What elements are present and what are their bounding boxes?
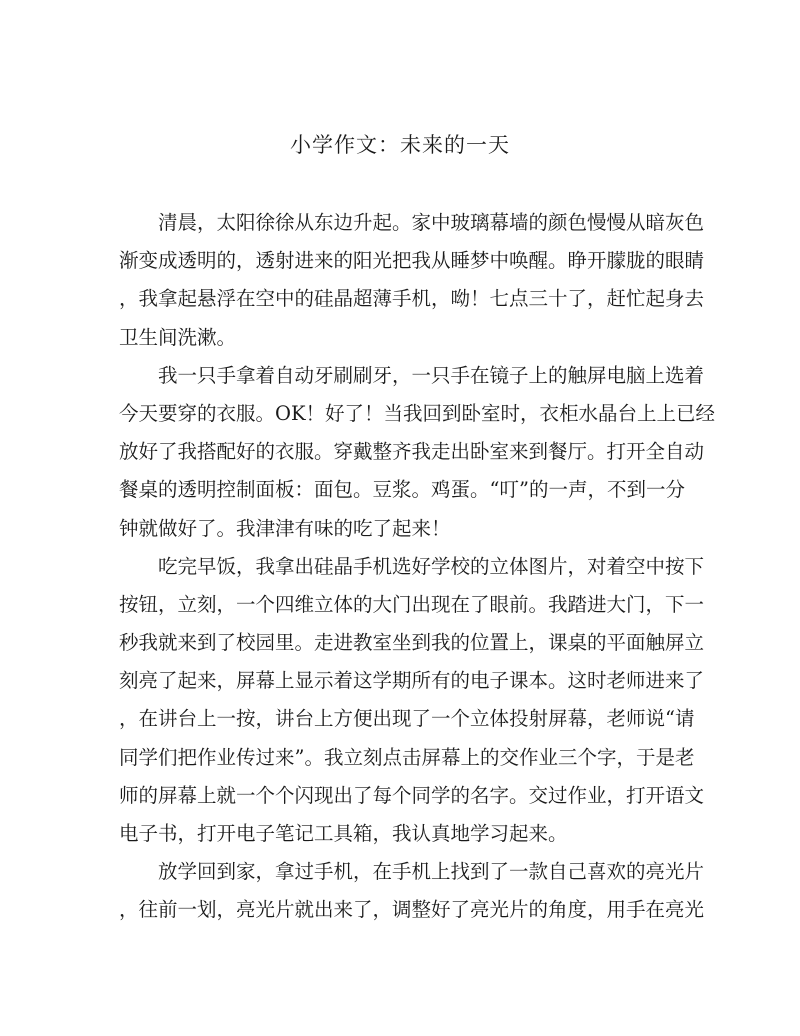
text-line: 秒我就来到了校园里。走进教室坐到我的位置上，课桌的平面触屏立 bbox=[119, 631, 705, 655]
text-line: 渐变成透明的，透射进来的阳光把我从睡梦中唤醒。睁开朦胧的眼睛 bbox=[119, 249, 705, 273]
text-line: 电子书，打开电子笔记工具箱，我认真地学习起来。 bbox=[119, 822, 568, 845]
text-line: ，在讲台上一按，讲台上方便出现了一个立体投射屏幕，老师说“请 bbox=[119, 707, 695, 731]
paragraph-3 bbox=[119, 548, 705, 854]
paragraph-4 bbox=[119, 853, 705, 929]
text-line: 钟就做好了。我津津有味的吃了起来！ bbox=[119, 516, 451, 540]
text-line: 我一只手拿着自动牙刷刷牙，一只手在镜子上的触屏电脑上选着 bbox=[119, 363, 705, 387]
text-line: 放学回到家，拿过手机，在手机上找到了一款自己喜欢的亮光片 bbox=[119, 860, 705, 884]
text-line: 刻亮了起来，屏幕上显示着这学期所有的电子课本。这时老师进来了 bbox=[119, 669, 705, 693]
text-line: 清晨，太阳徐徐从东边升起。家中玻璃幕墙的颜色慢慢从暗灰色 bbox=[119, 211, 705, 234]
text-line: ，往前一划，亮光片就出来了，调整好了亮光片的角度，用手在亮光 bbox=[119, 898, 705, 922]
text-line: 吃完早饭，我拿出硅晶手机选好学校的立体图片，对着空中按下 bbox=[119, 554, 705, 578]
text-line: 同学们把作业传过来”。我立刻点击屏幕上的交作业三个字，于是老 bbox=[119, 745, 695, 769]
text-line: ，我拿起悬浮在空中的硅晶超薄手机，呦！七点三十了，赶忙起身去 bbox=[119, 287, 705, 311]
paragraph-2 bbox=[119, 357, 716, 548]
text-line: 今天要穿的衣服。OK！好了！当我回到卧室时，衣柜水晶台上上已经 bbox=[119, 401, 716, 425]
text-line: 师的屏幕上就一个个闪现出了每个同学的名字。交过作业，打开语文 bbox=[119, 783, 705, 807]
document-body bbox=[119, 204, 716, 930]
document-title: 小学作文：未来的一天 bbox=[290, 133, 510, 157]
text-line: 按钮，立刻，一个四维立体的大门出现在了眼前。我踏进大门，下一 bbox=[119, 592, 705, 616]
text-line: 卫生间洗漱。 bbox=[119, 325, 237, 349]
text-line: 放好了我搭配好的衣服。穿戴整齐我走出卧室来到餐厅。打开全自动 bbox=[119, 440, 705, 464]
paragraph-1 bbox=[119, 204, 705, 357]
text-line: 餐桌的透明控制面板：面包。豆浆。鸡蛋。“叮”的一声，不到一分 bbox=[119, 478, 685, 502]
